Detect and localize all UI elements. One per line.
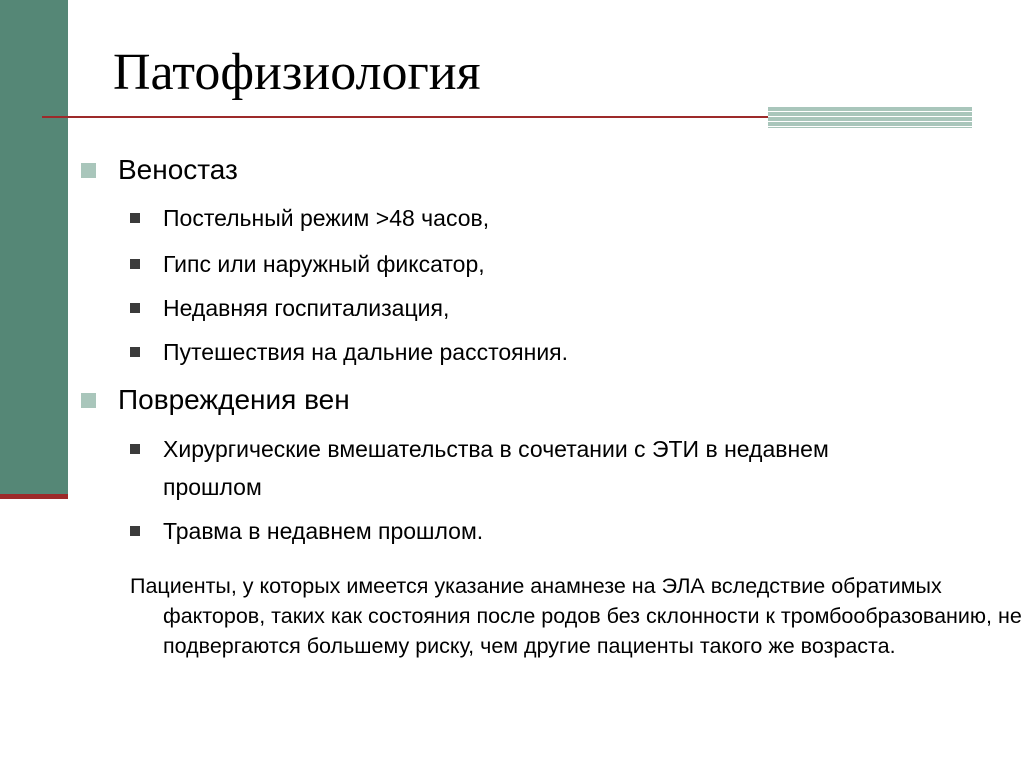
list-item: Недавняя госпитализация,: [163, 295, 450, 321]
left-decorative-bar: [0, 0, 68, 494]
list-item: Хирургические вмешательства в сочетании с ЭТИ в недавнем: [163, 436, 829, 462]
title-accent-stripes: [768, 107, 972, 128]
list-item: Гипс или наружный фиксатор,: [163, 251, 485, 277]
list-bullet-square: [130, 259, 140, 269]
list-item: Постельный режим >48 часов,: [163, 205, 490, 231]
section-heading-vein-damage: Повреждения вен: [118, 384, 350, 415]
list-bullet-square: [130, 213, 140, 223]
list-item: Путешествия на дальние расстояния.: [163, 339, 569, 365]
list-item: Травма в недавнем прошлом.: [163, 518, 484, 544]
left-bar-red-base: [0, 494, 68, 499]
section-bullet-square: [81, 163, 96, 178]
section-heading-venostasis: Веностаз: [118, 154, 238, 185]
list-bullet-square: [130, 444, 140, 454]
list-item-continuation: прошлом: [163, 474, 262, 500]
slide-title: Патофизиология: [113, 44, 481, 101]
section-bullet-square: [81, 393, 96, 408]
list-bullet-square: [130, 347, 140, 357]
footnote-paragraph: Пациенты, у которых имеется указание анамнезе на ЭЛА вследствие обратимых факторов, таких как состояния после родов без склонности к тромбообразованию, не подвергаются большему риску, чем другие пациенты такого же возраста.: [130, 574, 1022, 658]
list-bullet-square: [130, 526, 140, 536]
list-bullet-square: [130, 303, 140, 313]
